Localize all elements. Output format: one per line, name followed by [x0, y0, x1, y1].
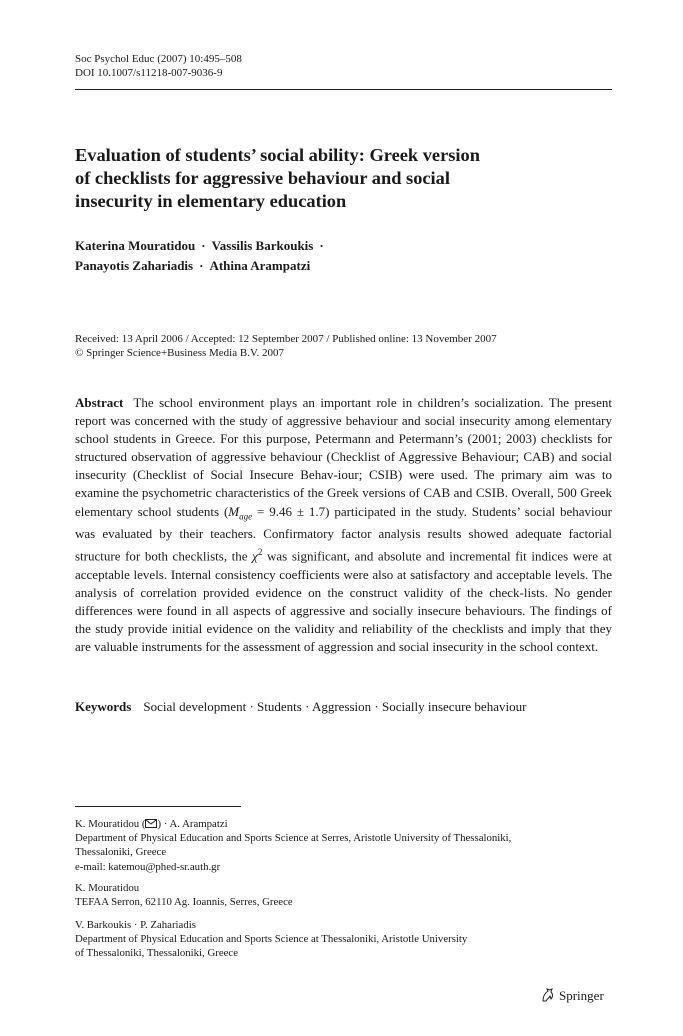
affiliation-text: ) · A. Arampatzi [157, 818, 228, 830]
abstract [75, 394, 612, 656]
journal-citation [75, 52, 242, 80]
author-name: Athina Arampatzi [209, 258, 311, 273]
publisher-logo [540, 987, 604, 1004]
springer-horse-icon [540, 987, 556, 1003]
math-value: = 9.46 ± 1.7 [252, 503, 326, 519]
publisher-name: Springer [559, 988, 604, 1003]
affiliation-text: Department of Physical Education and Sports Science at Thessaloniki, Aristotle University [75, 933, 468, 946]
abstract-heading: Abstract [75, 395, 124, 410]
history-line: Received: 13 April 2006 / Accepted: 12 September 2007 / Published online: 13 November 2007 [75, 333, 497, 345]
author-name: Katerina Mouratidou [75, 238, 196, 253]
affiliation-text: K. Mouratidou ( [75, 818, 146, 830]
author-separator: · [319, 238, 324, 253]
affiliation-text: of Thessaloniki, Thessaloniki, Greece [75, 947, 239, 960]
copyright-line: © Springer Science+Business Media B.V. 2007 [75, 347, 284, 359]
affiliation-text: K. Mouratidou [75, 882, 140, 894]
author-separator: · [199, 258, 204, 273]
affiliation-text: TEFAA Serron, 62110 Ag. Ioannis, Serres, Greece [75, 896, 293, 909]
affiliation-text: Department of Physical Education and Sports Science at Serres, Aristotle University of Thessaloniki, [75, 832, 512, 845]
title-line: of checklists for aggressive behaviour and social [75, 168, 450, 188]
keywords [75, 698, 612, 716]
chi-superscript: 2 [257, 547, 263, 558]
journal-doi: DOI 10.1007/s11218-007-9036-9 [75, 67, 223, 79]
title-line: Evaluation of students’ social ability: Greek version [75, 145, 480, 165]
affiliation-text: V. Barkoukis · P. Zahariadis [75, 919, 196, 931]
affiliation-block [75, 817, 620, 874]
publication-dates [75, 332, 497, 360]
author-name: Vassilis Barkoukis [211, 238, 314, 253]
abstract-text: was significant, and absolute and incremental fit indices were at acceptable levels. Internal consistency coefficients were also at satisfactory and acceptable levels. The analysis of correlation provided evidence on the construct validity of the check-lists. No gender differences were found in all aspects of aggressive and socially insecure behaviours. The findings of the study provide initial evidence on the validity and reliability of the checklists and imply that they are valuable instruments for the assessment of aggression and social insecurity in the school context. [75, 548, 613, 655]
author-separator: · [201, 238, 206, 253]
header-rule [75, 89, 612, 90]
math-symbol: M [228, 503, 240, 519]
journal-volume: Soc Psychol Educ (2007) 10:495–508 [75, 53, 242, 65]
abstract-text: The school environment plays an important role in children’s socialization. The present report was concerned with the study of aggressive behaviour and social insecurity among elementary school students in Greece. For this purpose, Petermann and Petermann’s (2001; 2003) checklists for structured observation of aggressive behaviour (Checklist of Aggressive Behaviour; CAB) and social insecurity (Checklist of Social Insecure Behav-iour; CSIB) were used. The primary aim was to examine the psychometric characteristics of the Greek versions of CAB and CSIB. Overall, 500 Greek elementary school students ( [75, 395, 612, 519]
keywords-heading: Keywords [75, 699, 132, 714]
envelope-icon [145, 819, 157, 828]
affiliation-block [75, 881, 620, 909]
footnote-rule [75, 806, 241, 807]
math-subscript: age [239, 511, 253, 522]
affiliation-text: Thessaloniki, Greece [75, 846, 167, 859]
affiliation-block [75, 918, 620, 961]
title-line: insecurity in elementary education [75, 191, 347, 211]
email-link[interactable]: e-mail: katemou@phed-sr.auth.gr [75, 860, 221, 873]
chi-symbol: χ [252, 548, 258, 564]
author-name: Panayotis Zahariadis [75, 258, 194, 273]
article-title [75, 144, 615, 213]
keywords-text: Social development · Students · Aggression · Socially insecure behaviour [143, 699, 527, 714]
author-list [75, 236, 330, 276]
abstract-text: ) participated in the study. Students’ social behaviour was evaluated by their teachers. Confirmatory factor analysis results showed adequate factorial structure for both checklists, the [75, 503, 612, 564]
